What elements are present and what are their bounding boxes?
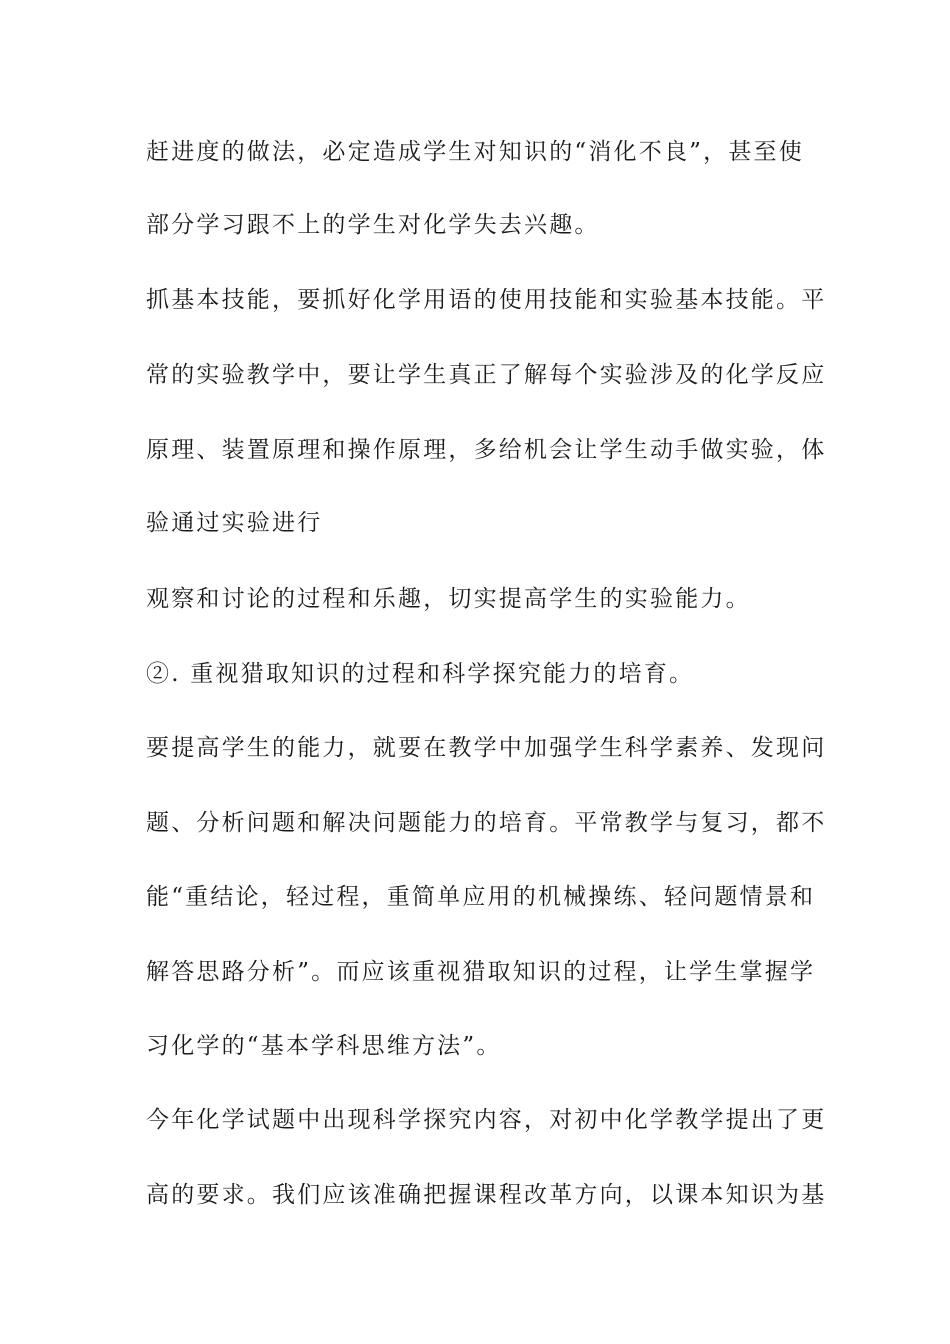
text-line-11: 能“重结论，轻过程，重简单应用的机械操练、轻问题情景和 bbox=[146, 884, 816, 910]
text-line-9: 要提高学生的能力，就要在教学中加强学生科学素养、发现问 bbox=[146, 735, 827, 761]
text-line-7: 观察和讨论的过程和乐趣，切实提高学生的实验能力。 bbox=[146, 586, 751, 612]
text-line-13: 习化学的“基本学科思维方法”。 bbox=[146, 1033, 502, 1059]
text-line-14: 今年化学试题中出现科学探究内容，对初中化学教学提出了更 bbox=[146, 1107, 827, 1133]
text-line-4: 常的实验教学中，要让学生真正了解每个实验涉及的化学反应 bbox=[146, 362, 827, 388]
text-line-3: 抓基本技能，要抓好化学用语的使用技能和实验基本技能。平 bbox=[146, 287, 827, 313]
text-line-15: 高的要求。我们应该准确把握课程改革方向，以课本知识为基 bbox=[146, 1182, 827, 1208]
text-line-6: 验通过实验进行 bbox=[146, 510, 323, 536]
text-line-5: 原理、装置原理和操作原理，多给机会让学生动手做实验，体 bbox=[146, 437, 827, 463]
text-line-2: 部分学习跟不上的学生对化学失去兴趣。 bbox=[146, 212, 600, 238]
text-line-10: 题、分析问题和解决问题能力的培育。平常教学与复习，都不 bbox=[146, 810, 827, 836]
text-line-8: ②. 重视猎取知识的过程和科学探究能力的培育。 bbox=[146, 661, 695, 687]
text-line-1: 赶进度的做法，必定造成学生对知识的“消化不良”，甚至使 bbox=[146, 139, 804, 165]
text-line-12: 解答思路分析”。而应该重视猎取知识的过程，让学生掌握学 bbox=[146, 959, 816, 985]
